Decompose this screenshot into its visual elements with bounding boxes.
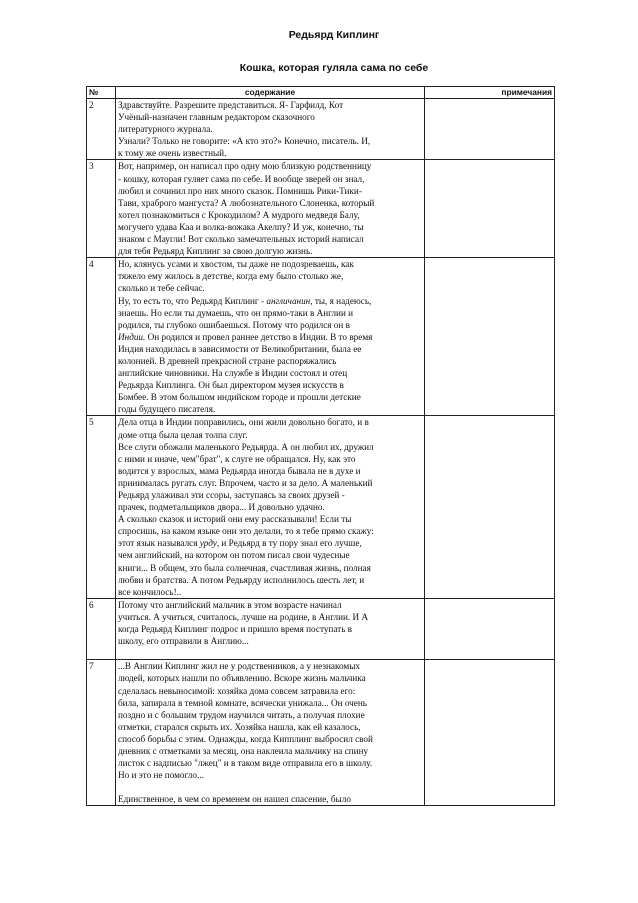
content-line: Тави, храброго мангуста? А любознательного Слоненка, который — [118, 197, 375, 208]
content-line: годы будущего писателя. — [118, 404, 216, 415]
content-line: Но и это не помогло... — [118, 770, 204, 781]
content-line: Узнали? Только не говорите: «А кто это?» Конечно, писатель. И, — [118, 136, 371, 147]
content-line: Учёный-назначен главным редактором сказочного — [118, 112, 315, 123]
content-line: тяжело ему жилось в детстве, когда ему было столько же, — [118, 271, 344, 282]
content-line: английские чиновники. На службе в Индии состоял и отец — [118, 368, 348, 379]
row-notes — [425, 258, 555, 416]
row-number: 4 — [87, 258, 116, 416]
blank-line — [118, 647, 422, 659]
content-line: Редьярда Киплинга. Он был директором музея искусств в — [118, 380, 344, 391]
content-line: доме отца была целая толпа слуг. — [118, 429, 248, 440]
content-line: Редьярд улаживал эти ссоры, заступаясь за своих друзей - — [118, 490, 345, 500]
table-row — [87, 660, 555, 806]
content-line: отметки, старался скрыть их. Хозяйка нашла, как ей казалось, — [118, 721, 361, 732]
table-row — [87, 99, 555, 160]
content-line: Индии. Он родился и провел раннее детство в Индии. В то время — [118, 331, 373, 342]
content-line: била, запирала в темной комнате, всячески унижала... Он очень — [118, 697, 367, 708]
row-number: 7 — [87, 660, 116, 806]
row-content — [116, 660, 425, 806]
row-notes — [425, 160, 555, 258]
content-line: хотел познакомиться с Крокодилом? А мудрого медведя Балу, — [118, 209, 360, 220]
content-line: листок с надписью "лжец" и в таком виде отправила его в школу. — [118, 758, 373, 769]
row-number: 5 — [87, 416, 116, 598]
content-line: Все слуги обожали маленького Редьярда. А он любил их, дружил — [118, 441, 374, 452]
content-line: когда Редьярд Киплинг подрос и пришло время поступать в — [118, 624, 353, 635]
content-line: книги... В общем, это была солнечная, счастливая жизнь, полная — [118, 562, 371, 573]
row-notes — [425, 99, 555, 160]
row-content — [116, 99, 425, 160]
content-line: знаком с Маугли! Вот сколько замечательных историй написал — [118, 234, 364, 245]
document-title: Кошка, которая гуляла сама по себе — [239, 62, 429, 74]
content-line: Здравствуйте. Разрешите представиться. Я- Гарфилд, Кот — [118, 100, 344, 110]
column-header-number: № — [87, 87, 116, 99]
content-line: могучего удава Каа и волка-вожака Акелпу? И уж, конечно, ты — [118, 221, 364, 232]
row-content — [116, 258, 425, 416]
blank-line — [118, 781, 422, 793]
content-line: поздно и с большим трудом научился читать, а получая плохие — [118, 709, 365, 720]
content-line: сколько и тебе сейчас. — [118, 283, 205, 294]
content-line: Вот, например, он написал про одну мою близкую родственницу — [118, 161, 372, 172]
row-content — [116, 160, 425, 258]
content-line: людей, которых нашли по объявлению. Вскоре жизнь мальчика — [118, 673, 366, 684]
content-line: любил и сочинил про них много сказок. Помнишь Рики-Тики- — [118, 185, 362, 196]
table-header-row — [87, 87, 555, 99]
content-line: прачек, подметальщиков двора... И довольно удачно. — [118, 502, 325, 513]
content-line: Но, клянусь усами и хвостом, ты даже не подозреваешь, как — [118, 259, 354, 270]
content-line: литературного журнала. — [118, 124, 213, 135]
content-line: знаешь. Но если ты думаешь, что он прямо-таки в Англии и — [118, 307, 354, 318]
content-line: этот язык назывался урду, и Редьярд в ту пору знал его лучше, — [118, 538, 362, 549]
content-line: Индия находилась в зависимости от Великобритании, была ее — [118, 343, 362, 354]
content-line: Ну, то есть то, что Редьярд Киплинг - англичанин, ты, я надеюсь, — [118, 295, 372, 306]
row-number: 6 — [87, 598, 116, 659]
content-line: Потому что английский мальчик в этом возрасте начинал — [118, 599, 342, 610]
row-notes — [425, 598, 555, 659]
content-line: принималась ругать слуг. Впрочем, часто и за дело. А маленький — [118, 477, 373, 488]
content-line: способ борьбы с этим. Однажды, когда Кипплинг выбросил свой — [118, 733, 373, 744]
content-line: колонией. В древней прекрасной стране распоряжались — [118, 355, 337, 366]
row-number: 3 — [87, 160, 116, 258]
content-line: для тебя Редьярд Киплинг за свою долгую жизнь. — [118, 246, 313, 257]
content-line: сделалась невыносимой: хозяйка дома совсем затравила его: — [118, 685, 356, 696]
row-content — [116, 598, 425, 659]
content-line: водится у взрослых, мама Редьярда иногда бывала не в духе и — [118, 465, 361, 476]
content-line: родился, ты глубоко ошибаешься. Потому что родился он в — [118, 319, 350, 330]
table-row — [87, 258, 555, 416]
content-line: к тому же очень известный. — [118, 148, 227, 159]
content-line: Бомбее. В этом большом индийском городе и прошли детские — [118, 392, 361, 403]
content-line: - кошку, которая гуляет сама по себе. И вообще зверей он знал, — [118, 173, 365, 184]
content-line: с ними и иначе, чем"брат", к слуге не обращался. Ну, как это — [118, 453, 356, 464]
content-line: все кончилось!.. — [118, 586, 182, 597]
content-line: А сколько сказок и историй они ему рассказывали! Если ты — [118, 514, 352, 525]
column-header-notes: примечания — [425, 87, 555, 99]
table-row — [87, 598, 555, 659]
row-number: 2 — [87, 99, 116, 160]
row-content — [116, 416, 425, 598]
content-line: Единственное, в чем со временем он нашел спасение, было — [118, 794, 351, 805]
table-row — [87, 160, 555, 258]
row-notes — [425, 416, 555, 598]
content-table — [86, 86, 555, 806]
row-notes — [425, 660, 555, 806]
content-line: чем английский, на котором он потом писал свои чудесные — [118, 550, 350, 561]
content-line: любви и братства. А потом Редьярду исполнилось шесть лет, и — [118, 574, 365, 585]
content-line: ...В Англии Киплинг жил не у родственников, а у незнакомых — [118, 661, 360, 672]
content-line: Дела отца в Индии поправились, они жили довольно богато, и в — [118, 417, 369, 428]
content-line: дневник с отметками за месяц, она наклеила мальчику на спину — [118, 745, 369, 756]
column-header-content: содержание — [116, 87, 425, 99]
content-line: школу, его отправили в Англию... — [118, 636, 249, 647]
content-line: спросишь, на каком языке они это делали, то я тебе прямо скажу: — [118, 526, 374, 537]
content-line: учиться. А учиться, считалось, лучше на родине, в Англии. И А — [118, 611, 369, 622]
author-heading: Редьярд Киплинг — [288, 29, 380, 41]
table-row — [87, 416, 555, 598]
